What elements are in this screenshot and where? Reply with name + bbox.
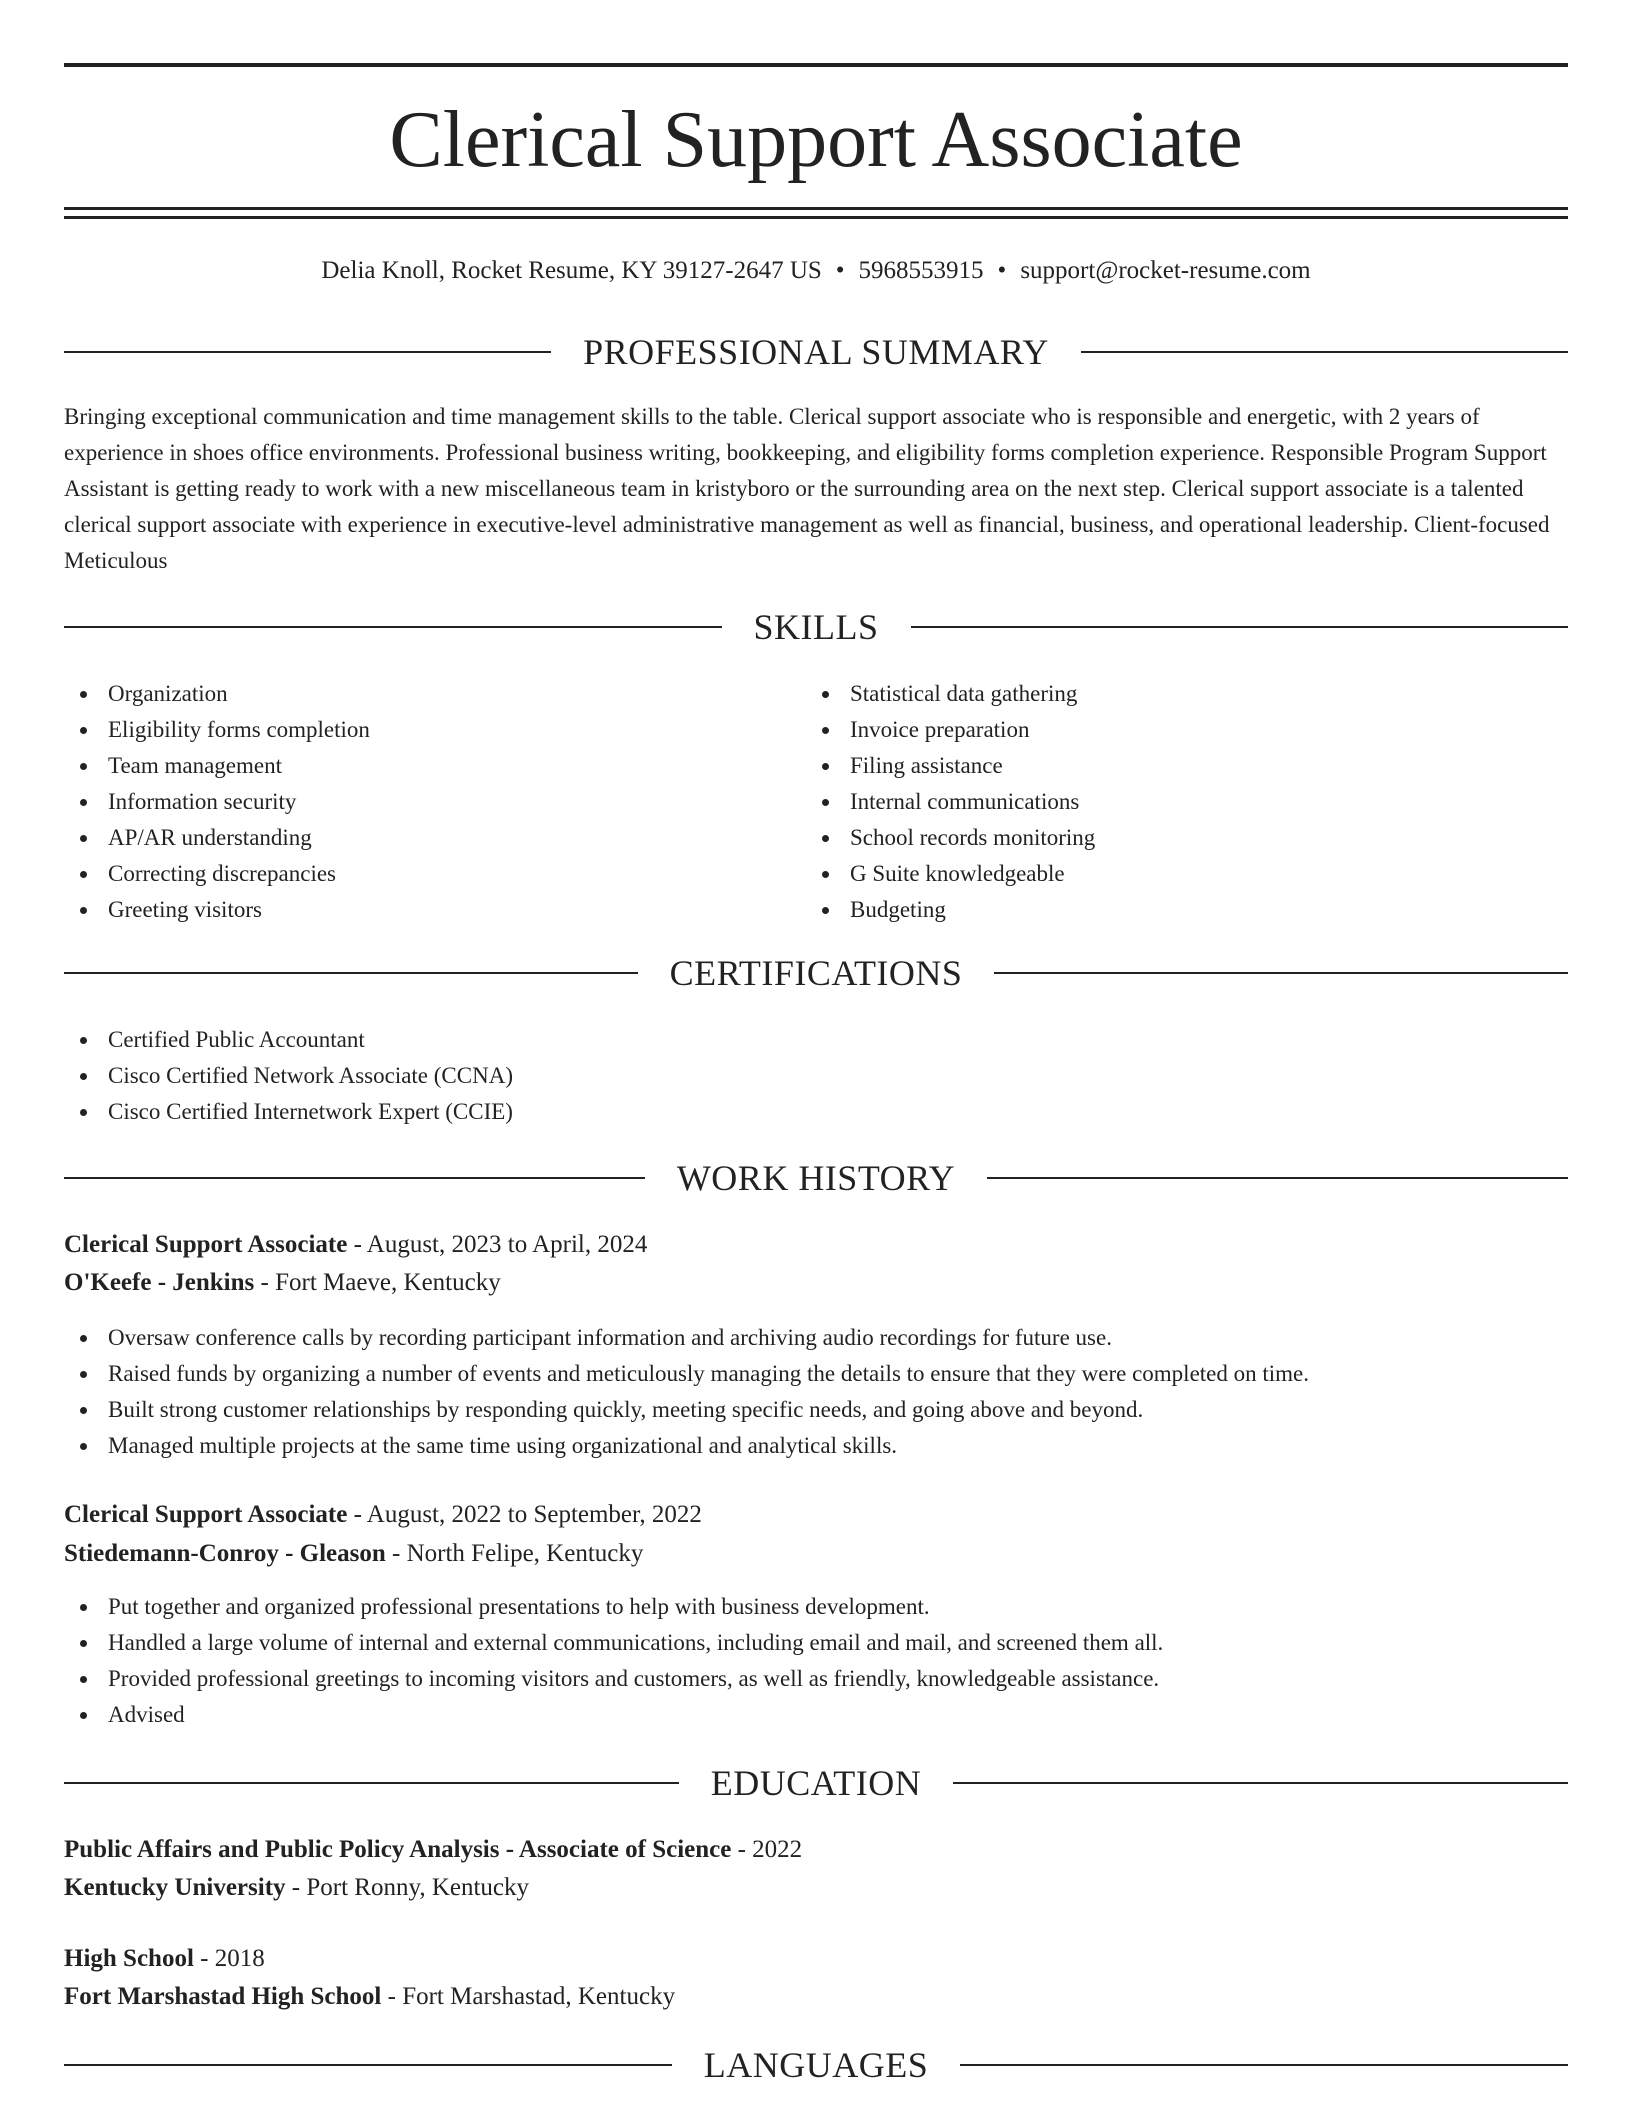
- education-location: - Port Ronny, Kentucky: [285, 1874, 530, 1901]
- divider-line: [64, 351, 551, 353]
- divider-line: [987, 1177, 1568, 1179]
- job-location: - North Felipe, Kentucky: [385, 1540, 644, 1567]
- skill-item: Budgeting: [806, 892, 1095, 928]
- job-bullet: Raised funds by organizing a number of events and meticulously managing the details to ensure that they were completed on time.: [64, 1356, 1309, 1392]
- divider-line: [64, 972, 638, 974]
- section-title: PROFESSIONAL SUMMARY: [583, 332, 1049, 372]
- job-company-line: [64, 1264, 501, 1302]
- skills-list-right: [806, 676, 1095, 928]
- skill-item: Team management: [64, 748, 370, 784]
- certification-item: Cisco Certified Internetwork Expert (CCIE): [64, 1094, 513, 1130]
- education-degree: High School: [64, 1945, 194, 1972]
- education-degree: Public Affairs and Public Policy Analysis - Associate of Science: [64, 1836, 732, 1863]
- summary-text: Bringing exceptional communication and time management skills to the table. Clerical support associate who is responsible and energetic, with 2 years of experience in shoes office environments. Professional business writing, bookkeeping, and eligibility forms completion experience. Responsible Program Support Assistant is getting ready to work with a new miscellaneous team in kristyboro or the surrounding area on the next step. Clerical support associate is a talented clerical support associate with experience in executive-level administrative management as well as financial, business, and operational leadership. Client-focused Meticulous: [64, 404, 1550, 573]
- job-bullets: [64, 1589, 1163, 1733]
- skill-item: Organization: [64, 676, 370, 712]
- education-year: - 2022: [731, 1836, 803, 1863]
- divider-line: [953, 1782, 1568, 1784]
- contact-address: Delia Knoll, Rocket Resume, KY 39127-2647 US: [321, 257, 822, 284]
- skill-item: AP/AR understanding: [64, 820, 370, 856]
- section-heading-work-history: [64, 1156, 1568, 1200]
- skill-item: Internal communications: [806, 784, 1095, 820]
- header-top-rule: [64, 63, 1568, 67]
- skill-item: Greeting visitors: [64, 892, 370, 928]
- divider-line: [64, 1177, 645, 1179]
- job-bullet: Put together and organized professional presentations to help with business development.: [64, 1589, 1163, 1625]
- contact-email: support@rocket-resume.com: [1020, 257, 1311, 284]
- job-bullet: Provided professional greetings to incoming visitors and customers, as well as friendly, knowledgeable assistance.: [64, 1661, 1163, 1697]
- contact-separator: •: [835, 257, 845, 284]
- education-school: Fort Marshastad High School: [64, 1983, 382, 2010]
- resume-title: Clerical Support Associate: [389, 96, 1243, 184]
- skill-item: Correcting discrepancies: [64, 856, 370, 892]
- job-bullet: Built strong customer relationships by responding quickly, meeting specific needs, and going above and beyond.: [64, 1392, 1309, 1428]
- job-company-line: [64, 1535, 643, 1573]
- skill-item: G Suite knowledgeable: [806, 856, 1095, 892]
- job-bullet: Advised: [64, 1697, 1163, 1733]
- section-heading-education: [64, 1761, 1568, 1805]
- divider-line: [64, 626, 722, 628]
- contact-separator: •: [997, 257, 1007, 284]
- divider-line: [64, 2064, 672, 2066]
- certification-item: Cisco Certified Network Associate (CCNA): [64, 1058, 513, 1094]
- section-heading-certifications: [64, 951, 1568, 995]
- skill-item: Filing assistance: [806, 748, 1095, 784]
- section-title: SKILLS: [753, 607, 879, 647]
- section-title: CERTIFICATIONS: [669, 953, 963, 993]
- header-bottom-rule: [64, 207, 1568, 210]
- job-bullets: [64, 1320, 1309, 1464]
- job-bullet: Handled a large volume of internal and external communications, including email and mail, and screened them all.: [64, 1625, 1163, 1661]
- skill-item: Statistical data gathering: [806, 676, 1095, 712]
- divider-line: [1081, 351, 1568, 353]
- education-school: Kentucky University: [64, 1874, 286, 1901]
- job-title-line: [64, 1226, 647, 1264]
- divider-line: [911, 626, 1569, 628]
- divider-line: [994, 972, 1568, 974]
- section-title: EDUCATION: [710, 1763, 922, 1803]
- section-heading-summary: [64, 330, 1568, 374]
- contact-phone: 5968553915: [858, 257, 984, 284]
- section-title: LANGUAGES: [703, 2045, 929, 2085]
- job-dates: - August, 2023 to April, 2024: [347, 1231, 648, 1258]
- contact-line: [64, 254, 1568, 288]
- certification-item: Certified Public Accountant: [64, 1022, 513, 1058]
- education-school-line: [64, 1978, 675, 2016]
- job-bullet: Managed multiple projects at the same time using organizational and analytical skills.: [64, 1428, 1309, 1464]
- education-location: - Fort Marshastad, Kentucky: [381, 1983, 676, 2010]
- skill-item: Information security: [64, 784, 370, 820]
- certifications-list: [64, 1022, 513, 1130]
- job-location: - Fort Maeve, Kentucky: [254, 1269, 501, 1296]
- education-school-line: [64, 1869, 529, 1907]
- education-degree-line: [64, 1831, 802, 1869]
- education-year: - 2018: [193, 1945, 265, 1972]
- skills-list-left: [64, 676, 370, 928]
- header-bottom-rule-2: [64, 216, 1568, 219]
- section-title: WORK HISTORY: [676, 1158, 956, 1198]
- job-bullet: Oversaw conference calls by recording participant information and archiving audio recordings for future use.: [64, 1320, 1309, 1356]
- section-heading-skills: [64, 605, 1568, 649]
- skill-item: School records monitoring: [806, 820, 1095, 856]
- job-company: O'Keefe - Jenkins: [64, 1269, 255, 1296]
- divider-line: [64, 1782, 679, 1784]
- skill-item: Invoice preparation: [806, 712, 1095, 748]
- job-title-line: [64, 1496, 702, 1534]
- job-company: Stiedemann-Conroy - Gleason: [64, 1540, 386, 1567]
- job-title: Clerical Support Associate: [64, 1231, 348, 1258]
- skill-item: Eligibility forms completion: [64, 712, 370, 748]
- job-title: Clerical Support Associate: [64, 1501, 348, 1528]
- job-dates: - August, 2022 to September, 2022: [347, 1501, 702, 1528]
- section-heading-languages: [64, 2043, 1568, 2087]
- education-degree-line: [64, 1940, 265, 1978]
- divider-line: [960, 2064, 1568, 2066]
